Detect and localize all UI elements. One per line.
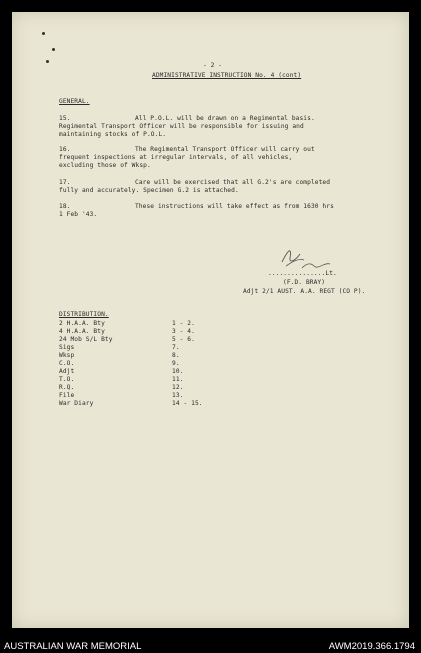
distribution-copies: 7. bbox=[172, 344, 180, 351]
punch-hole-mark bbox=[42, 32, 45, 35]
signatory-name: (F.D. BRAY) bbox=[283, 279, 326, 286]
paragraph-number: 18. bbox=[59, 203, 71, 210]
paragraph-line: Regimental Transport Officer will be responsible for issuing and bbox=[59, 123, 304, 130]
signatory-appointment: Adjt 2/1 AUST. A.A. REGT (CO P). bbox=[243, 288, 366, 295]
distribution-unit: C.O. bbox=[59, 360, 75, 367]
distribution-unit: 24 Mob S/L Bty bbox=[59, 336, 113, 343]
paragraph-line: frequent inspections at irregular intervals, of all vehicles, bbox=[59, 154, 293, 161]
section-heading: GENERAL. bbox=[59, 98, 90, 105]
distribution-unit: Sigs bbox=[59, 344, 75, 351]
distribution-unit: Adjt bbox=[59, 368, 75, 375]
distribution-copies: 10. bbox=[172, 368, 184, 375]
distribution-unit: War Diary bbox=[59, 400, 94, 407]
distribution-unit: 4 H.A.A. Bty bbox=[59, 328, 105, 335]
paragraph-line: fully and accurately. Specimen G.2 is attached. bbox=[59, 187, 239, 194]
paragraph-line: maintaining stocks of P.O.L. bbox=[59, 131, 167, 138]
footer-bar bbox=[0, 631, 421, 653]
distribution-copies: 3 - 4. bbox=[172, 328, 195, 335]
distribution-copies: 11. bbox=[172, 376, 184, 383]
paragraph-number: 17. bbox=[59, 179, 71, 186]
punch-hole-mark bbox=[52, 48, 55, 51]
distribution-unit: File bbox=[59, 392, 75, 399]
document-title: ADMINISTRATIVE INSTRUCTION No. 4 (cont) bbox=[152, 72, 302, 79]
signature-line: ...............Lt. bbox=[268, 270, 337, 277]
paragraph-line: The Regimental Transport Officer will carry out bbox=[135, 146, 315, 153]
paragraph-line: 1 Feb '43. bbox=[59, 211, 98, 218]
paragraph-number: 16. bbox=[59, 146, 71, 153]
paragraph-line: These instructions will take effect as from 1630 hrs bbox=[135, 203, 334, 210]
distribution-unit: R.Q. bbox=[59, 384, 75, 391]
distribution-unit: T.O. bbox=[59, 376, 75, 383]
distribution-heading: DISTRIBUTION. bbox=[59, 311, 109, 318]
paragraph-line: All P.O.L. will be drawn on a Regimental basis. bbox=[135, 115, 315, 122]
distribution-copies: 5 - 6. bbox=[172, 336, 195, 343]
distribution-copies: 13. bbox=[172, 392, 184, 399]
distribution-unit: Wksp bbox=[59, 352, 75, 359]
distribution-copies: 12. bbox=[172, 384, 184, 391]
footer-accession-number: AWM2019.366.1794 bbox=[328, 641, 415, 652]
paragraph-line: excluding those of Wksp. bbox=[59, 162, 151, 169]
page-number: - 2 - bbox=[203, 62, 223, 69]
punch-hole-mark bbox=[46, 60, 49, 63]
distribution-copies: 14 - 15. bbox=[172, 400, 203, 407]
distribution-unit: 2 H.A.A. Bty bbox=[59, 320, 105, 327]
distribution-copies: 8. bbox=[172, 352, 180, 359]
paragraph-number: 15. bbox=[59, 115, 71, 122]
paragraph-line: Care will be exercised that all G.2's are completed bbox=[135, 179, 331, 186]
distribution-copies: 9. bbox=[172, 360, 180, 367]
distribution-copies: 1 - 2. bbox=[172, 320, 195, 327]
footer-institution: AUSTRALIAN WAR MEMORIAL bbox=[4, 641, 142, 652]
